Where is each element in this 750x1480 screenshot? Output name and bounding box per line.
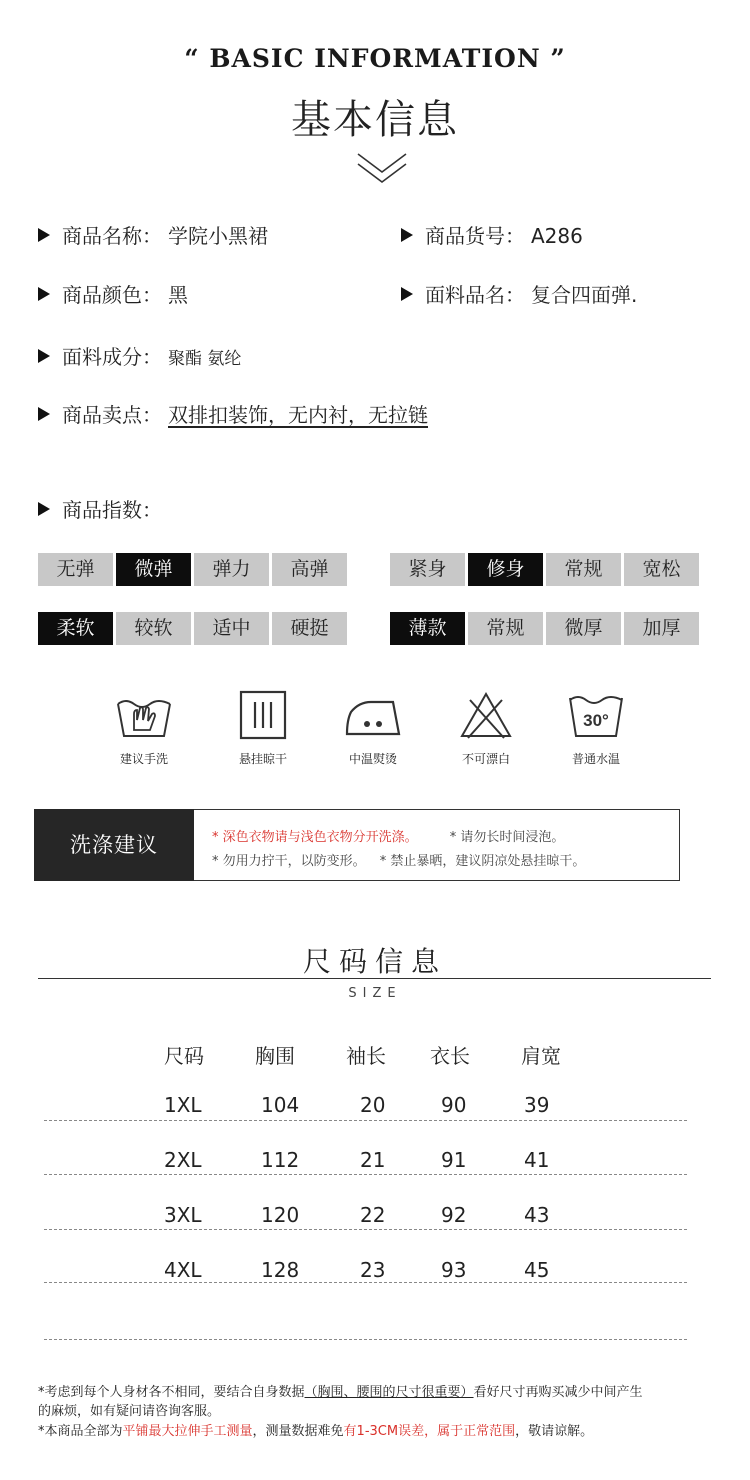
info-fabric-label: 面料品名： [425,283,525,307]
scale-cell: 加厚 [624,612,699,645]
row-divider [44,1174,687,1175]
wash-tip: * 请勿长时间浸泡。 [449,830,565,845]
triangle-bullet-icon [38,502,50,516]
care-hand-wash [104,690,184,767]
row-divider [44,1339,687,1340]
size-cell: 23 [360,1258,386,1282]
wash-tip: * 勿用力拧干，以防变形。 [212,854,366,869]
info-composition-label: 面料成分： [62,345,162,369]
size-cell: 4XL [164,1258,202,1282]
note-text: ，测量数据难免 [252,1424,344,1439]
size-subtitle: SIZE [348,986,402,1001]
iron-icon [343,690,403,742]
size-cell: 92 [441,1203,467,1227]
size-note-1 [38,1381,643,1400]
no-bleach-icon [456,690,516,742]
scale-elasticity [38,553,347,586]
size-header-cell: 肩宽 [521,1044,561,1068]
size-cell: 120 [261,1203,300,1227]
care-water-temp-label: 普通水温 [571,752,620,766]
size-header-cell: 胸围 [255,1044,295,1068]
size-cell: 39 [524,1093,550,1117]
note-highlight: 有1-3CM误差，属于正常范围 [343,1424,516,1439]
row-divider [44,1282,687,1283]
hang-dry-icon [233,690,293,742]
wash-tips-row-2 [212,850,585,869]
wash-tips-row-1 [212,826,564,845]
scale-cell: 微厚 [546,612,621,645]
scale-thickness [390,612,699,645]
info-composition-value: 聚酯 氨纶 [168,349,242,369]
note-highlight: 平铺最大拉伸手工测量 [122,1424,253,1439]
info-index-label: 商品指数： [62,498,162,522]
info-color [38,279,188,308]
title-english: “ BASIC INFORMATION ” [184,44,566,73]
scale-cell: 紧身 [390,553,465,586]
size-cell: 21 [360,1148,386,1172]
note-text: ，敬请谅解。 [515,1424,594,1439]
info-selling-label: 商品卖点： [62,403,162,427]
triangle-bullet-icon [401,287,413,301]
care-hang-dry-label: 悬挂晾干 [238,752,287,766]
size-header-cell: 衣长 [430,1044,470,1068]
scale-cell: 柔软 [38,612,113,645]
wash-suggestion-title: 洗涤建议 [34,809,194,881]
info-name [38,220,268,249]
triangle-bullet-icon [401,228,413,242]
scale-softness [38,612,347,645]
note-text: *考虑到每个人身材各不相同，要结合自身数据 [38,1385,305,1400]
info-name-value: 学院小黑裙 [168,224,268,248]
triangle-bullet-icon [38,407,50,421]
wash-tip: * 深色衣物请与浅色衣物分开洗涤。 [212,830,418,845]
size-header-cell: 袖长 [346,1044,386,1068]
info-fabric [401,279,637,308]
size-note-2 [38,1420,593,1439]
care-no-bleach-label: 不可漂白 [461,752,510,766]
size-cell: 90 [441,1093,467,1117]
info-composition [38,341,241,370]
scale-cell: 微弹 [116,553,191,586]
care-no-bleach [446,690,526,767]
size-cell: 43 [524,1203,550,1227]
scale-cell: 常规 [468,612,543,645]
triangle-bullet-icon [38,228,50,242]
info-code-label: 商品货号： [425,224,525,248]
note-text: *本商品全部为 [38,1424,123,1439]
care-iron-label: 中温熨烫 [348,752,397,766]
info-index [38,494,168,523]
care-hang-dry [223,690,303,767]
size-cell: 104 [261,1093,300,1117]
hand-wash-icon [114,690,174,742]
double-chevron-down-icon [355,150,409,186]
size-cell: 3XL [164,1203,202,1227]
size-cell: 22 [360,1203,386,1227]
scale-cell: 修身 [468,553,543,586]
size-header-cell: 尺码 [164,1044,204,1068]
water-temp-value: 30° [583,711,609,730]
size-cell: 91 [441,1148,467,1172]
scale-cell: 硬挺 [272,612,347,645]
size-cell: 1XL [164,1093,202,1117]
info-color-label: 商品颜色： [62,283,162,307]
size-title-divider [38,978,711,979]
scale-cell: 高弹 [272,553,347,586]
care-water-temp [556,690,636,767]
size-cell: 128 [261,1258,300,1282]
size-cell: 112 [261,1148,300,1172]
row-divider [44,1229,687,1230]
info-selling-value: 双排扣装饰，无内衬，无拉链 [168,403,428,427]
size-note-1-cont [38,1400,220,1419]
size-cell: 2XL [164,1148,202,1172]
note-emphasis: （胸围、腰围的尺寸很重要） [304,1385,474,1400]
scale-cell: 宽松 [624,553,699,586]
info-name-label: 商品名称： [62,224,162,248]
scale-cell: 适中 [194,612,269,645]
scale-cell: 弹力 [194,553,269,586]
note-text: 的麻烦，如有疑问请咨询客服。 [38,1404,221,1419]
triangle-bullet-icon [38,349,50,363]
size-title: 尺码信息 [302,945,447,978]
title-chinese: 基本信息 [291,97,459,143]
care-iron [333,690,413,767]
size-cell: 20 [360,1093,386,1117]
size-cell: 45 [524,1258,550,1282]
info-color-value: 黑 [168,283,188,307]
note-text: 看好尺寸再购买减少中间产生 [473,1385,643,1400]
scale-cell: 较软 [116,612,191,645]
info-code [401,220,583,249]
scale-cell: 常规 [546,553,621,586]
row-divider [44,1120,687,1121]
info-code-value: A286 [531,224,583,248]
scale-cell: 无弹 [38,553,113,586]
care-hand-wash-label: 建议手洗 [119,752,168,766]
wash-tip: * 禁止暴晒，建议阴凉处悬挂晾干。 [379,854,586,869]
info-selling-points [38,399,428,428]
water-temperature-icon [566,690,626,742]
scale-fit [390,553,699,586]
size-cell: 41 [524,1148,550,1172]
triangle-bullet-icon [38,287,50,301]
scale-cell: 薄款 [390,612,465,645]
size-cell: 93 [441,1258,467,1282]
info-fabric-value: 复合四面弹. [531,283,638,307]
